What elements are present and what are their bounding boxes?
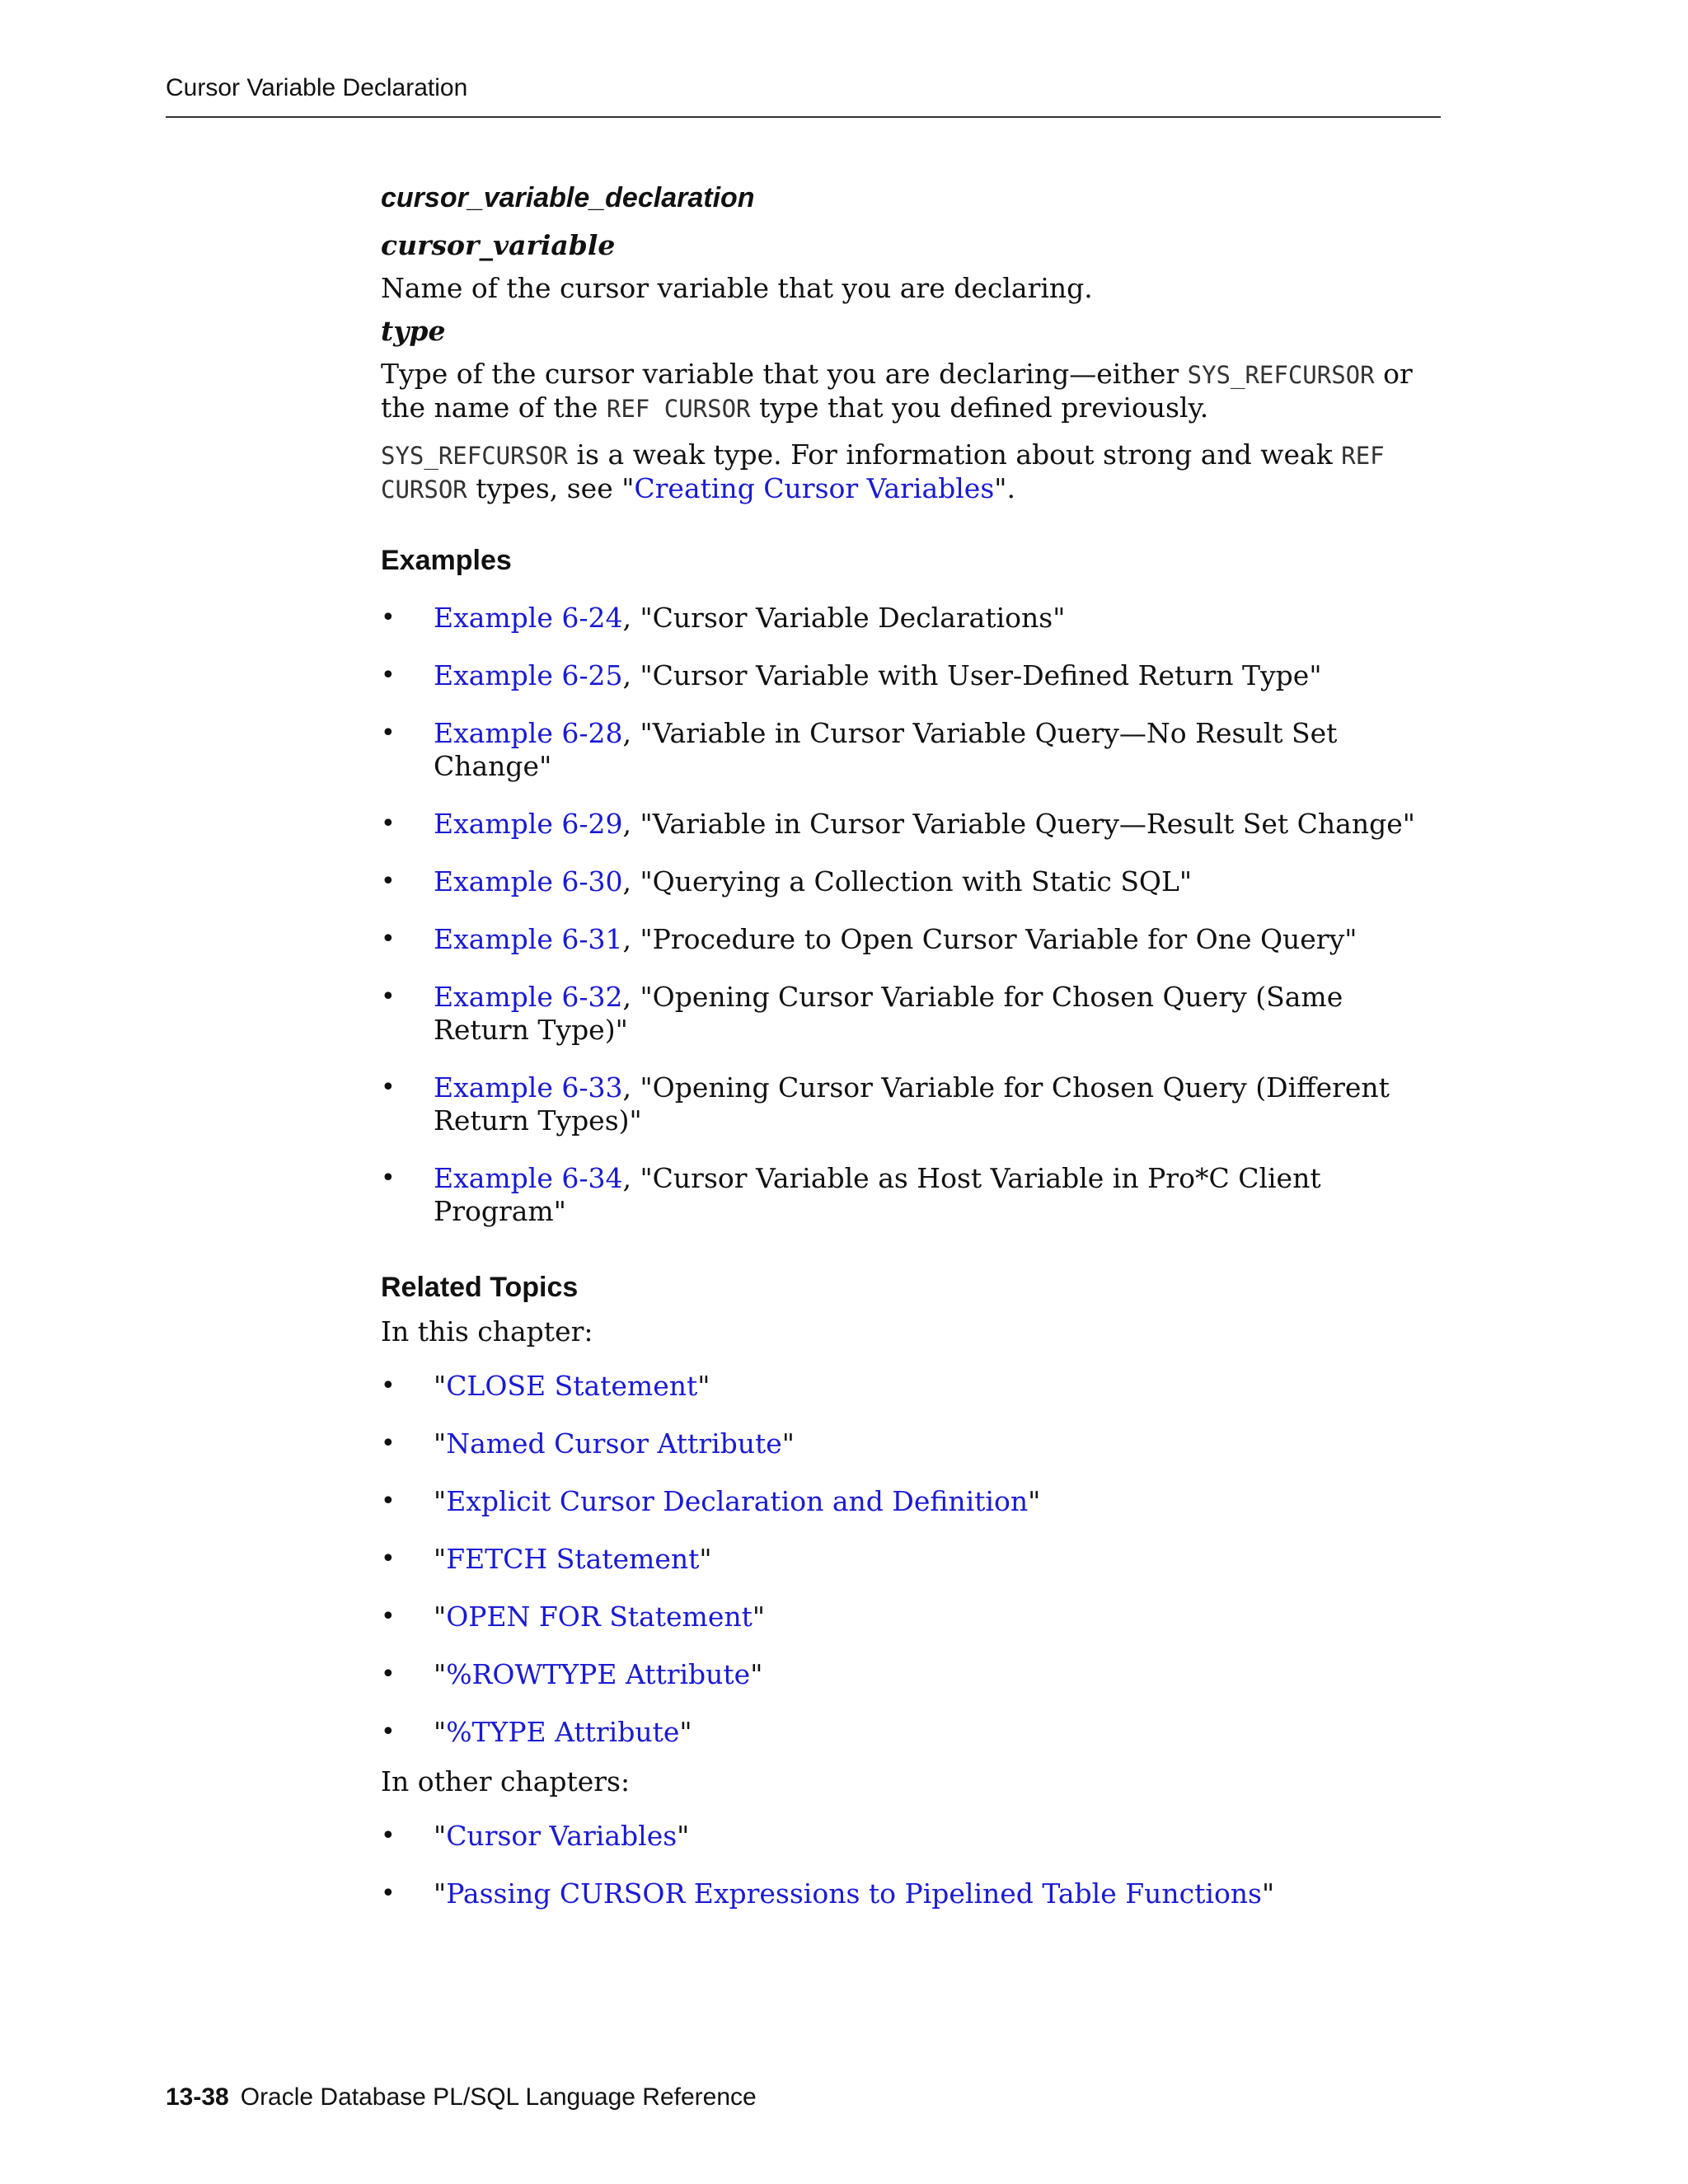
examples-list [381,602,1444,1228]
term-cursor-variable: cursor_variable [381,229,616,261]
list-item [381,1716,1444,1749]
list-item [381,923,1444,956]
open-quote: " [434,1543,447,1575]
open-quote: " [434,1658,447,1690]
bullet-icon: • [381,1821,396,1850]
bullet-icon: • [381,1371,396,1400]
example-link[interactable]: Example 6-29 [434,808,623,840]
list-item [381,1543,1444,1576]
bullet-icon: • [381,925,396,954]
list-item [381,602,1444,635]
close-quote: " [781,1427,795,1460]
term-type-desc-1 [381,358,1444,425]
term-type: type [381,315,446,347]
book-title: Oracle Database PL/SQL Language Reference [240,2083,757,2111]
example-title: , "Procedure to Open Cursor Variable for One Query" [622,923,1357,955]
list-item [381,808,1444,841]
open-quote: " [434,1877,447,1910]
bullet-icon: • [381,1544,396,1573]
list-item [381,1601,1444,1633]
page-number: 13-38 [166,2083,229,2111]
list-item [381,659,1444,692]
code-ref-cursor: REF CURSOR [606,395,751,423]
other-chapters-list [381,1820,1444,1910]
text-run: type that you defined previously. [750,391,1209,424]
bullet-icon: • [381,1164,396,1193]
close-quote: " [699,1543,712,1575]
bullet-icon: • [381,982,396,1011]
text-run: types, see " [467,472,635,504]
topic-link[interactable]: Named Cursor Attribute [446,1427,782,1460]
term-cursor-variable-desc [381,272,1444,305]
bullet-icon: • [381,1660,396,1689]
close-quote: " [1028,1485,1041,1517]
list-item [381,1658,1444,1691]
topic-link[interactable]: OPEN FOR Statement [446,1601,753,1633]
close-quote: " [677,1820,690,1852]
example-title: , "Variable in Cursor Variable Query—No Result Set Change" [434,717,1338,782]
text-run: or the name of the [381,358,1413,424]
related-topics-heading: Related Topics [381,1272,579,1303]
topic-link[interactable]: Passing CURSOR Expressions to Pipelined Table Functions [446,1877,1262,1910]
topic-link[interactable]: Cursor Variables [446,1820,678,1852]
code-sys-refcursor: SYS_REFCURSOR [1187,361,1375,389]
list-item [381,1485,1444,1518]
close-quote: " [697,1370,710,1402]
other-chapters-label: In other chapters: [381,1765,631,1797]
code-sys-refcursor: SYS_REFCURSOR [381,442,568,470]
syntax-title: cursor_variable_declaration [381,182,755,213]
example-title: , "Cursor Variable Declarations" [622,602,1066,634]
example-link[interactable]: Example 6-33 [434,1071,623,1104]
example-title: , "Cursor Variable as Host Variable in Pro*C Client Program" [434,1162,1321,1227]
example-link[interactable]: Example 6-24 [434,602,623,634]
close-quote: " [679,1716,692,1748]
list-item [381,1370,1444,1403]
examples-heading: Examples [381,545,512,576]
page-footer [166,2083,757,2111]
code-ref-cursor: REF CURSOR [381,442,1385,504]
topic-link[interactable]: CLOSE Statement [446,1370,698,1402]
example-link[interactable]: Example 6-30 [434,865,623,898]
close-quote: " [750,1658,763,1690]
example-link[interactable]: Example 6-25 [434,659,623,691]
open-quote: " [434,1427,447,1460]
open-quote: " [434,1485,447,1517]
open-quote: " [434,1601,447,1633]
list-item [381,865,1444,898]
bullet-icon: • [381,867,396,896]
bullet-icon: • [381,603,396,632]
header-rule [166,116,1441,118]
bullet-icon: • [381,1487,396,1516]
running-header: Cursor Variable Declaration [166,74,468,101]
this-chapter-label: In this chapter: [381,1315,593,1347]
list-item [381,981,1444,1047]
bullet-icon: • [381,1602,396,1631]
topic-link[interactable]: FETCH Statement [446,1543,700,1575]
example-title: , "Querying a Collection with Static SQL" [622,865,1193,898]
text-run: Type of the cursor variable that you are declaring—either [381,358,1188,390]
bullet-icon: • [381,1879,396,1908]
bullet-icon: • [381,1073,396,1102]
topic-link[interactable]: %ROWTYPE Attribute [446,1658,751,1690]
bullet-icon: • [381,1429,396,1458]
example-link[interactable]: Example 6-28 [434,717,623,749]
example-title: , "Opening Cursor Variable for Chosen Query (Different Return Types)" [434,1071,1390,1137]
bullet-icon: • [381,661,396,690]
close-quote: " [752,1601,766,1633]
example-title: , "Variable in Cursor Variable Query—Result Set Change" [622,808,1415,840]
main-content [381,176,1444,1910]
link-creating-cursor-variables[interactable]: Creating Cursor Variables [634,472,995,504]
list-item [381,1877,1444,1910]
example-link[interactable]: Example 6-34 [434,1162,623,1194]
close-quote: " [1262,1877,1275,1910]
bullet-icon: • [381,1718,396,1746]
text-run: ". [994,472,1015,504]
open-quote: " [434,1716,447,1748]
list-item [381,1427,1444,1460]
this-chapter-list [381,1370,1444,1749]
example-title: , "Opening Cursor Variable for Chosen Query (Same Return Type)" [434,981,1343,1046]
open-quote: " [434,1820,447,1852]
list-item [381,1162,1444,1228]
example-link[interactable]: Example 6-32 [434,981,623,1013]
topic-link[interactable]: Explicit Cursor Declaration and Definition [446,1485,1029,1517]
list-item [381,1820,1444,1853]
desc-text: Name of the cursor variable that you are declaring. [381,272,1093,304]
text-run: is a weak type. For information about strong and weak [567,438,1342,471]
example-link[interactable]: Example 6-31 [434,923,623,955]
bullet-icon: • [381,809,396,838]
list-item [381,1071,1444,1137]
list-item [381,717,1444,783]
example-title: , "Cursor Variable with User-Defined Return Type" [622,659,1322,691]
bullet-icon: • [381,719,396,748]
open-quote: " [434,1370,447,1402]
term-type-desc-2 [381,438,1444,506]
topic-link[interactable]: %TYPE Attribute [446,1716,680,1748]
